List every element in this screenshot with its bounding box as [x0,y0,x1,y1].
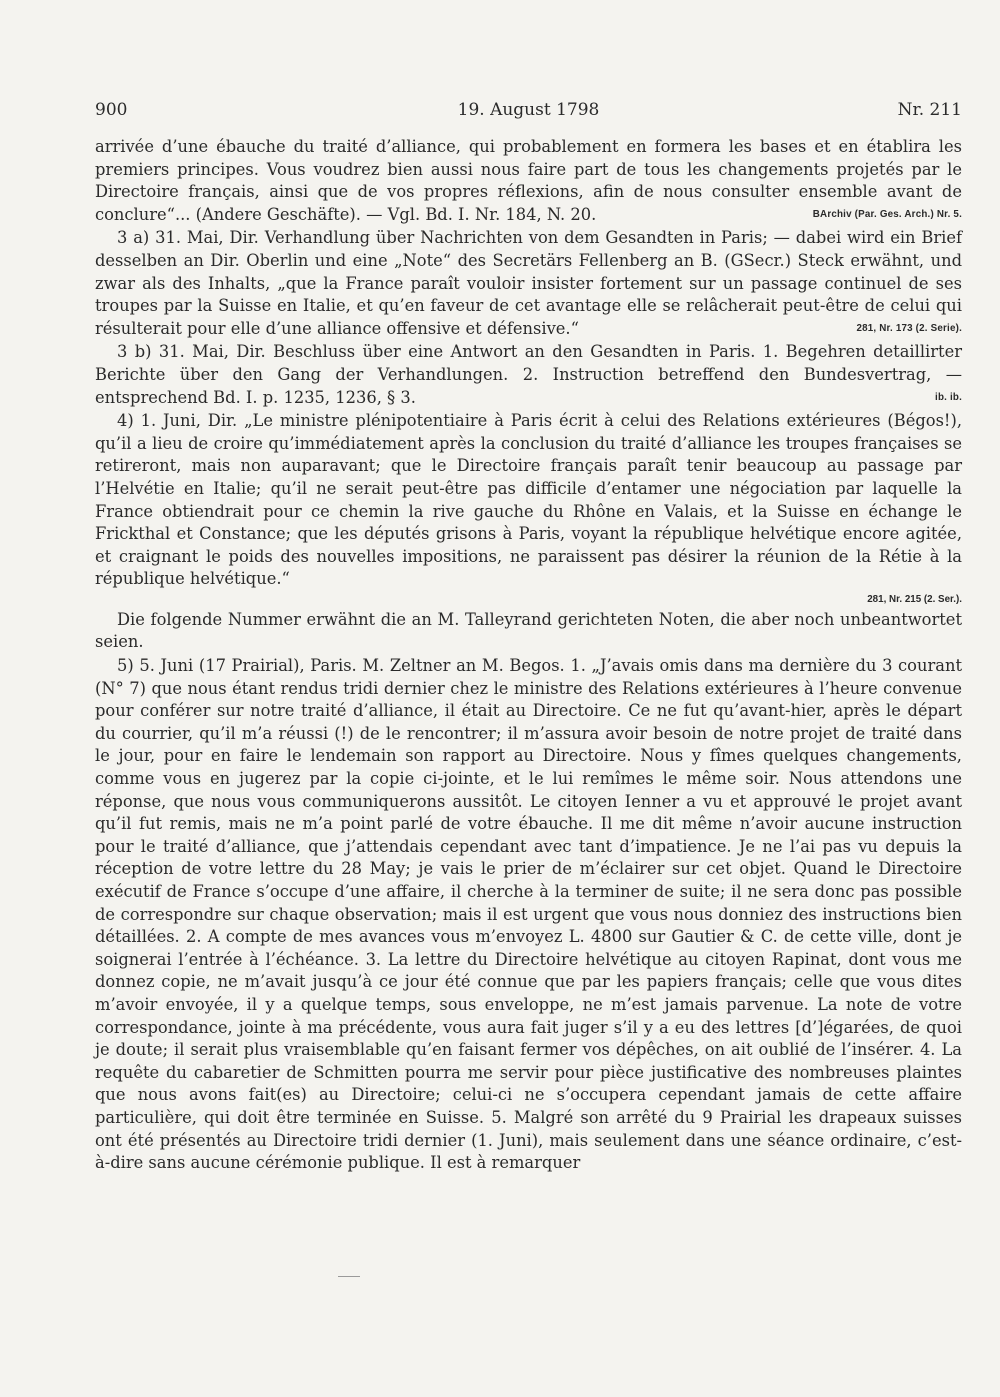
paragraph-note [95,609,962,654]
page-body [95,136,962,1175]
source-reference: 281, Nr. 215 (2. Ser.). [867,593,962,605]
source-reference: BArchiv (Par. Ges. Arch.) Nr. 5. [812,208,962,220]
paragraph-4 [95,410,962,591]
paragraph-3b [95,341,962,409]
paragraph-text: 3 a) 31. Mai, Dir. Verhandlung über Nachrichten von dem Gesandten in Paris; — dabei wird ein Brief desselben an Dir. Oberlin und eine „Note“ des Secretärs Fellenberg an B. (GSecr.) Steck erwähnt, und zwar als des Inhalts, „que la France paraît vouloir insister fortement sur un passage continuel de ses troupes par la Suisse en Italie, et qu’en faveur de cet avantage elle se relâcherait peut-être de celui qui résulterait pour elle d’une alliance offensive et défensive.“ [95,228,962,338]
paragraph-text: 3 b) 31. Mai, Dir. Beschluss über eine Antwort an den Gesandten in Paris. 1. Begehren detaillirter Berichte über den Gang der Verhandlungen. 2. Instruction betreffend den Bundesvertrag, — entsprechend Bd. I. p. 1235, 1236, § 3. [95,342,962,407]
page-number: 900 [95,100,128,120]
paragraph-continuation [95,136,962,226]
page-mark [338,1276,360,1277]
header-date: 19. August 1798 [457,100,600,120]
running-header [95,100,962,128]
source-reference: ib. ib. [935,391,962,403]
source-reference: 281, Nr. 173 (2. Serie). [856,322,962,334]
header-document-number: Nr. 211 [897,100,962,120]
paragraph-text: arrivée d’une ébauche du traité d’alliance, qui probablement en formera les bases et en établira les premiers principes. Vous voudrez bien aussi nous faire part de tous les changements projetés par le Directoire français, ainsi que de vos propres réflexions, afin de nous consulter ensemble avant de conclure“... (Andere Geschäfte). — Vgl. Bd. I. Nr. 184, N. 20. [95,137,962,224]
paragraph-text: 4) 1. Juni, Dir. „Le ministre plénipotentiaire à Paris écrit à celui des Relations extérieures (Bégos!), qu’il a lieu de croire qu’immédiatement après la conclusion du traité d’alliance les troupes françaises se retireront, mais non auparavant; que le Directoire français paraît tenir beaucoup au passage par l’Helvétie en Italie; qu’il ne serait peut-être pas difficile d’entamer une négociation par laquelle la France obtiendrait pour ce chemin la rive gauche du Rhône en Valais, et la Suisse en échange le Frickthal et Constance; que les députés grisons à Paris, voyant la république helvétique encore agitée, et craignant le poids des nouvelles impositions, ne paraissent pas désirer la réunion de la Rétie à la république helvétique.“ [95,411,962,589]
paragraph-5 [95,655,962,1175]
paragraph-text: 5) 5. Juni (17 Prairial), Paris. M. Zeltner an M. Begos. 1. „J’avais omis dans ma dernière du 3 courant (N° 7) que nous étant rendus tridi dernier chez le ministre des Relations extérieures à l’heure convenue pour conférer sur notre traité d’alliance, il était au Directoire. Ce ne fut qu’avant-hier, après le départ du courrier, qu’il m’a réussi (!) de le rencontrer; il m’assura avoir besoin de notre projet de traité dans le jour, pour en faire le lendemain son rapport au Directoire. Nous y fîmes quelques changements, comme vous en jugerez par la copie ci-jointe, et le lui remîmes le même soir. Nous attendons une réponse, que nous vous communiquerons aussitôt. Le citoyen Ienner a vu et approuvé le projet avant qu’il fut remis, mais ne m’a point parlé de votre ébauche. Il me dit même n’avoir aucune instruction pour le traité d’alliance, que j’attendais cependant avec tant d’impatience. Je ne l’ai pas vu depuis la réception de votre lettre du 28 May; je vais le prier de m’éclairer sur cet objet. Quand le Directoire exécutif de France s’occupe d’une affaire, il cherche à la terminer de suite; il ne sera donc pas possible de correspondre sur chaque observation; mais il est urgent que vous nous donniez des instructions bien détaillées. 2. A compte de mes avances vous m’envoyez L. 4800 sur Gautier & C. de cette ville, dont je soignerai l’entrée à l’échéance. 3. La lettre du Directoire helvétique au citoyen Rapinat, dont vous me donnez copie, ne m’avait jusqu’à ce jour été connue que par les papiers français; celle que vous dites m’avoir envoyée, il y a quelque temps, sous enveloppe, ne m’est jamais parvenue. La note de votre correspondance, jointe à ma précédente, vous aura fait juger s’il y a eu des lettres [d’]égarées, de quoi je doute; il serait plus vraisemblable qu’en faisant fermer vos dépêches, on ait oublié de l’insérer. 4. La requête du cabaretier de Schmitten pourra me servir pour pièce justificative des nombreuses plaintes que nous avons fait(es) au Directoire; celui-ci ne s’occupera cependant jamais de cette affaire particulière, qui doit être terminée en Suisse. 5. Malgré son arrêté du 9 Prairial les drapeaux suisses ont été présentés au Directoire tridi dernier (1. Juni), mais seulement dans une séance ordinaire, c’est-à-dire sans aucune cérémonie publique. Il est à remarquer [95,656,962,1173]
paragraph-3a [95,227,962,340]
paragraph-text: Die folgende Nummer erwähnt die an M. Talleyrand gerichteten Noten, die aber noch unbeantwortet seien. [95,609,962,652]
